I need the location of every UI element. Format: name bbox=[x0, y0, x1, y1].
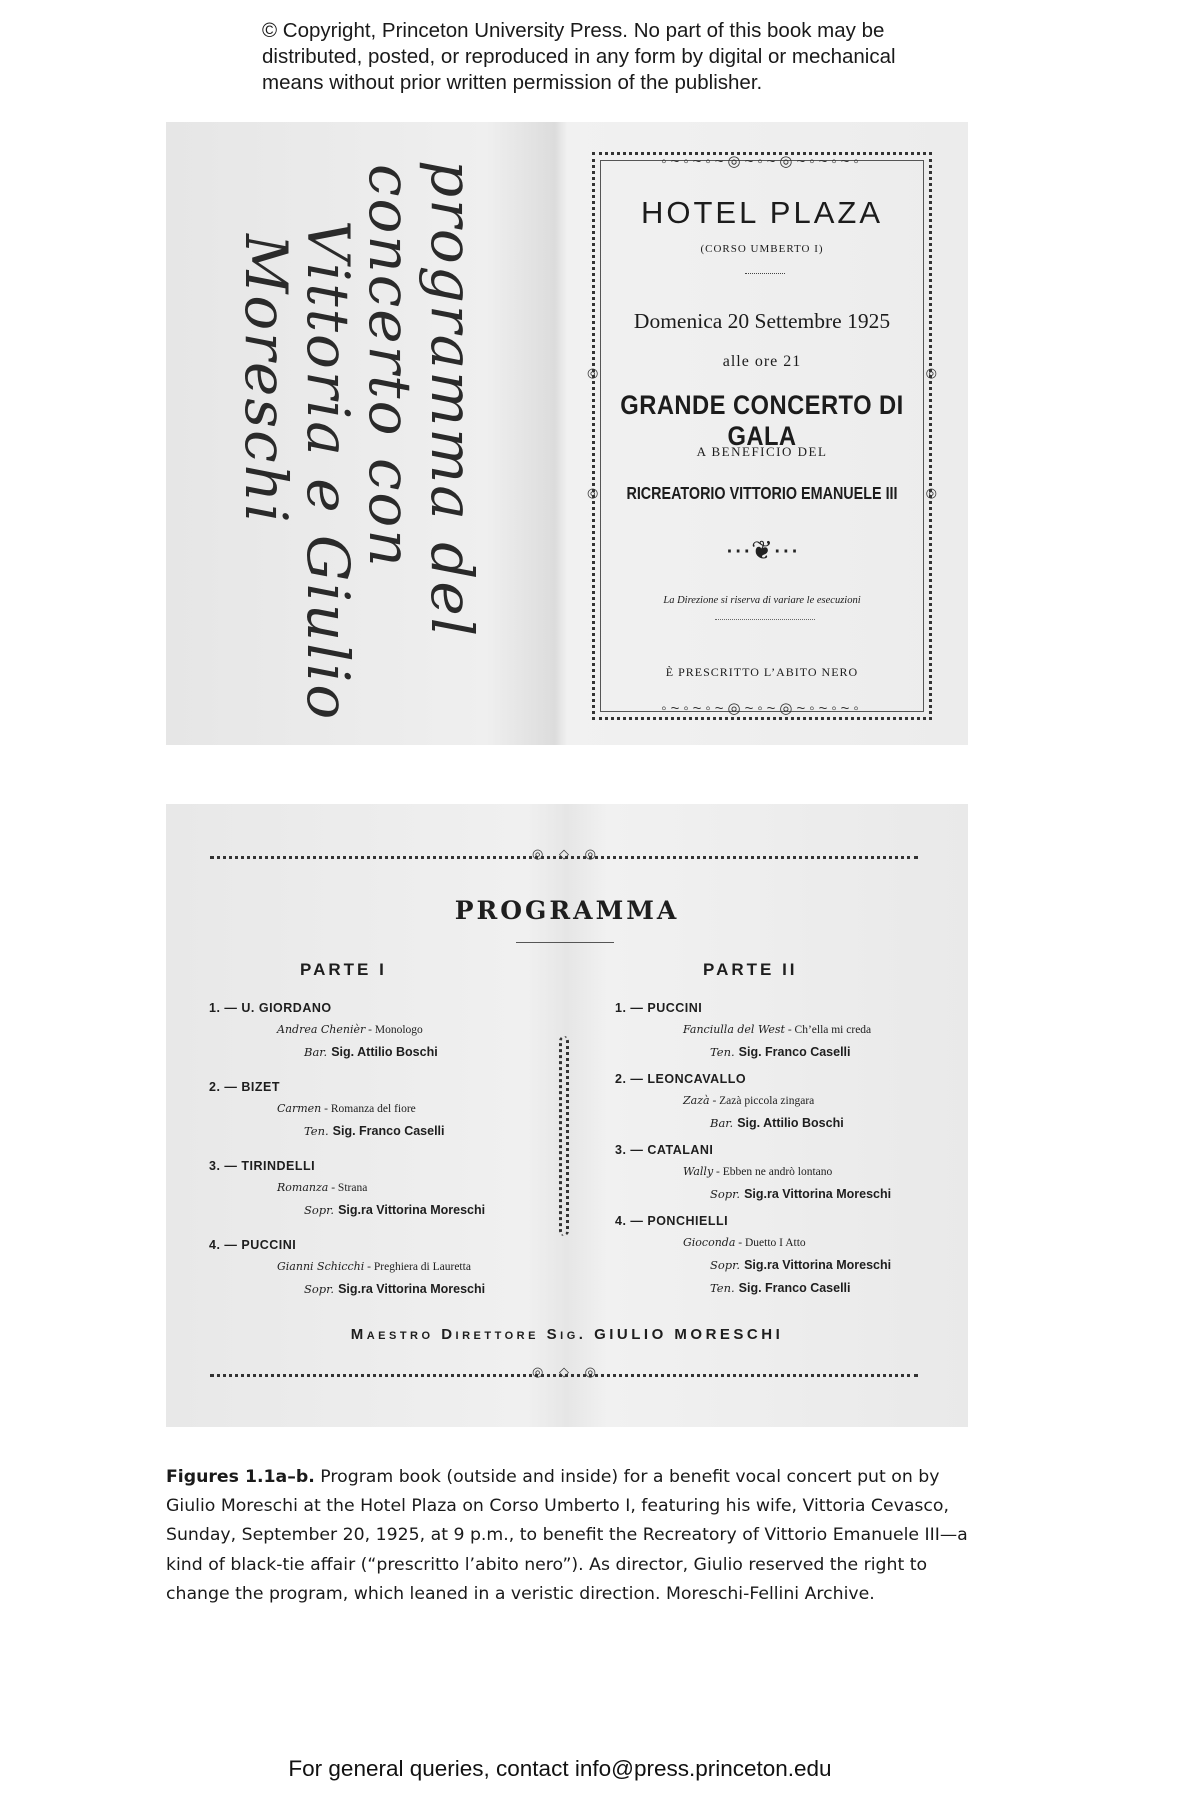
caption-text: Program book (outside and inside) for a benefit vocal concert put on by Giulio Moreschi at the Hotel Plaza on Corso Umberto I, featuring his wife, Vittoria Cevasco, Sunday, September 20, 1925, at 9 p.m., to benefit the Recreatory of Vittorio Emanuele III—a kind of black-tie affair (“prescritto l’abito nero”). As director, Giulio reserved the right to change the program, which leaned in a veristic direction. Moreschi-Fellini Archive. bbox=[166, 1467, 968, 1604]
performer: Ten. Sig. Franco Caselli bbox=[710, 1045, 851, 1059]
handwritten-line: concerto con bbox=[356, 164, 424, 569]
performer: Bar. Sig. Attilio Boschi bbox=[304, 1045, 438, 1059]
list-item bbox=[209, 1080, 549, 1159]
conductor-line: Maestro Direttore Sig. GIULIO MORESCHI bbox=[350, 1326, 784, 1343]
work: Carmen - Romanza del fiore bbox=[277, 1102, 416, 1115]
copyright-notice bbox=[262, 18, 982, 96]
direzione-note: La Direzione si riserva di variare le esecuzioni bbox=[663, 595, 861, 606]
work: Fanciulla del West - Ch’ella mi creda bbox=[683, 1023, 872, 1036]
performer: Sopr. Sig.ra Vittorina Moreschi bbox=[304, 1203, 486, 1217]
composer: 2. — LEONCAVALLO bbox=[615, 1072, 747, 1086]
work: Gianni Schicchi - Preghiera di Lauretta bbox=[277, 1260, 471, 1273]
hotel-address: (CORSO UMBERTO I) bbox=[700, 243, 824, 255]
dress-code: È PRESCRITTO L’ABITO NERO bbox=[665, 665, 859, 679]
performer: Sopr. Sig.ra Vittorina Moreschi bbox=[304, 1282, 486, 1296]
parte-1-heading: PARTE I bbox=[300, 960, 387, 979]
composer: 3. — TIRINDELLI bbox=[209, 1159, 316, 1173]
composer: 2. — BIZET bbox=[209, 1080, 280, 1094]
program-outside-photo bbox=[166, 122, 968, 745]
work: Romanza - Strana bbox=[277, 1181, 368, 1194]
program-cover bbox=[587, 152, 937, 720]
divider bbox=[745, 273, 785, 274]
list-item bbox=[209, 1238, 549, 1317]
parte-1-list bbox=[209, 1001, 549, 1317]
composer: 3. — CATALANI bbox=[615, 1143, 714, 1157]
copyright-line: distributed, posted, or reproduced in any form by digital or mechanical bbox=[262, 45, 896, 68]
top-ornament: ◎ ◇ ◎ bbox=[532, 846, 602, 861]
side-ornament-icon: ◎ bbox=[587, 365, 599, 380]
list-item bbox=[209, 1001, 549, 1080]
hotel-name: HOTEL PLAZA bbox=[640, 195, 884, 230]
handwritten-line: Moreschi bbox=[232, 234, 300, 525]
handwritten-line: Vittoria e Giulio bbox=[294, 220, 362, 722]
beneficio-line: A BENEFICIO DEL bbox=[696, 444, 828, 459]
divider bbox=[715, 619, 815, 620]
footer-contact: For general queries, contact info@press.princeton.edu bbox=[288, 1756, 832, 1781]
bottom-ornament: ◎ ◇ ◎ bbox=[532, 1364, 602, 1379]
side-ornament-icon: ◎ bbox=[587, 485, 599, 500]
composer: 4. — PUCCINI bbox=[209, 1238, 297, 1252]
side-ornament-icon: ◎ bbox=[925, 365, 937, 380]
list-item bbox=[615, 1143, 945, 1214]
divider bbox=[516, 942, 614, 943]
center-vertical-ornament bbox=[559, 1036, 569, 1236]
side-ornament-icon: ◎ bbox=[925, 485, 937, 500]
bottom-ornament: ◦~◦~◦~◎~◦~◎~◦~◦~◦ bbox=[661, 700, 863, 717]
composer: 4. — PONCHIELLI bbox=[615, 1214, 729, 1228]
work: Andrea Chenièr - Monologo bbox=[277, 1023, 423, 1036]
work: Gioconda - Duetto I Atto bbox=[683, 1236, 806, 1249]
work: Wally - Ebben ne andrò lontano bbox=[683, 1165, 833, 1178]
parte-2-list bbox=[615, 1001, 945, 1306]
performer: Bar. Sig. Attilio Boschi bbox=[710, 1116, 844, 1130]
list-item bbox=[615, 1001, 945, 1072]
parte-2-heading: PARTE II bbox=[703, 960, 798, 979]
figure-caption bbox=[166, 1463, 976, 1609]
program-inside-photo bbox=[166, 804, 968, 1427]
list-item bbox=[615, 1072, 945, 1143]
center-ornament-icon: ⋯❦⋯ bbox=[725, 535, 799, 565]
work: Zazà - Zazà piccola zingara bbox=[683, 1094, 815, 1107]
composer: 1. — U. GIORDANO bbox=[209, 1001, 332, 1015]
performer: Ten. Sig. Franco Caselli bbox=[710, 1281, 851, 1295]
handwritten-note bbox=[186, 150, 606, 722]
caption-label: Figures 1.1a–b. bbox=[166, 1467, 315, 1487]
concert-date: Domenica 20 Settembre 1925 bbox=[633, 309, 891, 333]
event-title: GRANDE CONCERTO DI GALA bbox=[620, 390, 904, 451]
performer: Sopr. Sig.ra Vittorina Moreschi bbox=[710, 1187, 892, 1201]
handwritten-line: programma del bbox=[418, 160, 486, 639]
list-item bbox=[615, 1214, 945, 1306]
performer: Ten. Sig. Franco Caselli bbox=[304, 1124, 445, 1138]
composer: 1. — PUCCINI bbox=[615, 1001, 703, 1015]
beneficiary-name: RICREATORIO VITTORIO EMANUELE III bbox=[626, 483, 898, 503]
programma-title: PROGRAMMA bbox=[454, 896, 680, 925]
list-item bbox=[209, 1159, 549, 1238]
performer: Sopr. Sig.ra Vittorina Moreschi bbox=[710, 1258, 892, 1272]
concert-time: alle ore 21 bbox=[722, 353, 802, 370]
copyright-line: means without prior written permission of the publisher. bbox=[262, 71, 763, 94]
copyright-line: © Copyright, Princeton University Press. No part of this book may be bbox=[262, 19, 885, 42]
top-ornament: ◦~◦~◦~◎~◦~◎~◦~◦~◦ bbox=[661, 153, 863, 170]
